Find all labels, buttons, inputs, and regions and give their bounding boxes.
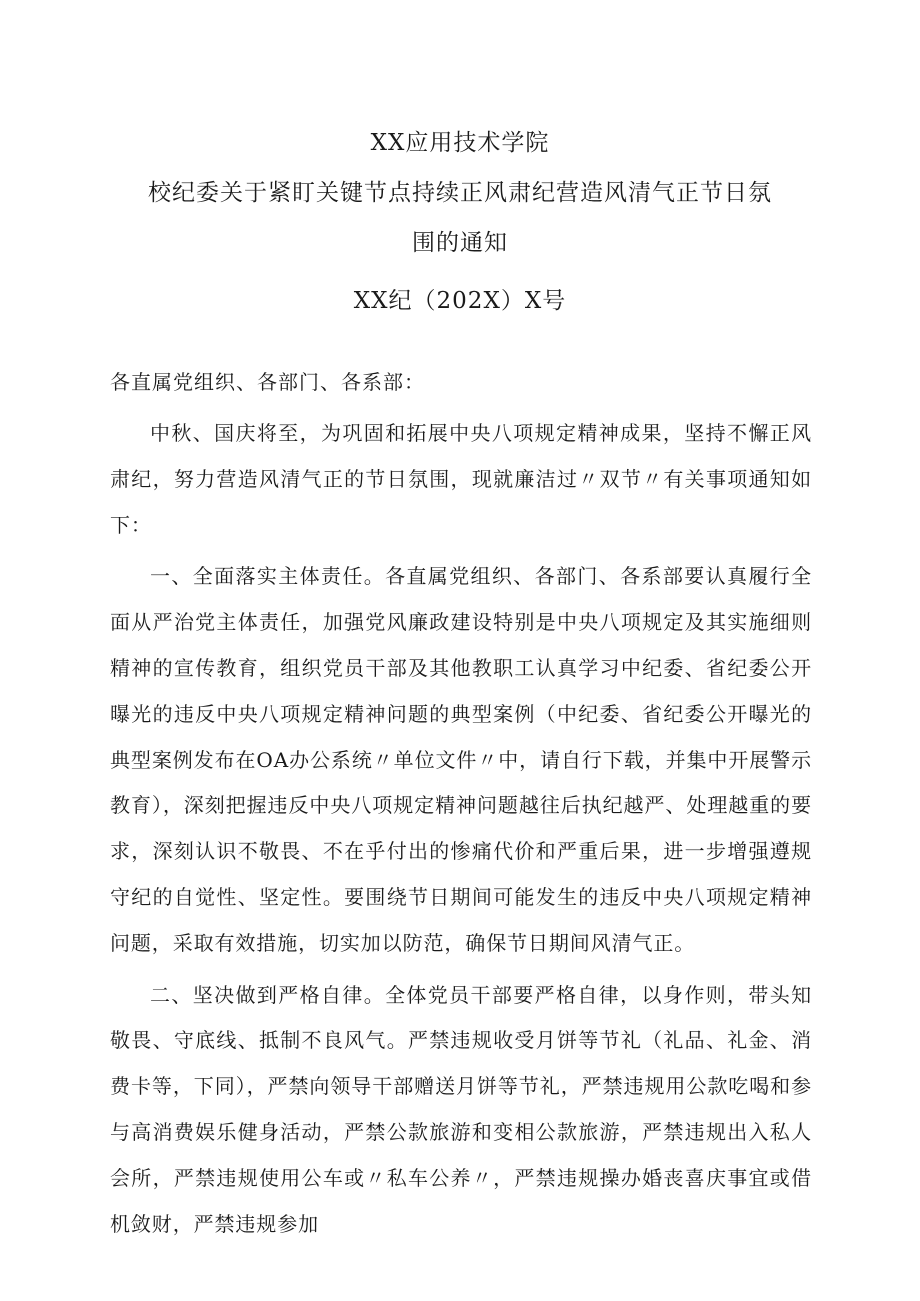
document-header <box>110 118 810 326</box>
paragraph-section-2: 二、坚决做到严格自律。全体党员干部要严格自律，以身作则，带头知敬畏、守底线、抵制不良风气。严禁违规收受月饼等节礼（礼品、礼金、消费卡等，下同），严禁向领导干部赠送月饼等节礼，严禁违规用公款吃喝和参与高消费娱乐健身活动，严禁公款旅游和变相公款旅游，严禁违规出入私人会所，严禁违规使用公车或〃私车公养〃，严禁违规操办婚丧喜庆事宜或借机敛财，严禁违规参加 <box>110 982 812 1236</box>
paragraph-section-1: 一、全面落实主体责任。各直属党组织、各部门、各系部要认真履行全面从严治党主体责任，加强党风廉政建设特别是中央八项规定及其实施细则精神的宣传教育，组织党员干部及其他教职工认真学习中纪委、省纪委公开曝光的违反中央八项规定精神问题的典型案例（中纪委、省纪委公开曝光的典型案例发布在OA办公系统〃单位文件〃中，请自行下载，并集中开展警示教育），深刻把握违反中央八项规定精神问题越往后执纪越严、处理越重的要求，深刻认识不敬畏、不在乎付出的惨痛代价和严重后果，进一步增强遵规守纪的自觉性、坚定性。要围绕节日期间可能发生的违反中央八项规定精神问题，采取有效措施，切实加以防范，确保节日期间风清气正。 <box>110 564 812 955</box>
institution-name: XX应用技术学院 <box>370 130 550 156</box>
document-number: XX纪（202X）X号 <box>353 288 567 314</box>
notice-title-line-2: 围的通知 <box>412 230 508 256</box>
salutation: 各直属党组织、各部门、各系部： <box>110 370 425 394</box>
notice-title-line-1: 校纪委关于紧盯关键节点持续正风肃纪营造风清气正节日氛 <box>148 180 772 206</box>
paragraph-intro: 中秋、国庆将至，为巩固和拓展中央八项规定精神成果，坚持不懈正风肃纪，努力营造风清气正的节日氛围，现就廉洁过〃双节〃有关事项通知如下： <box>110 421 812 537</box>
document-body <box>110 360 812 1253</box>
